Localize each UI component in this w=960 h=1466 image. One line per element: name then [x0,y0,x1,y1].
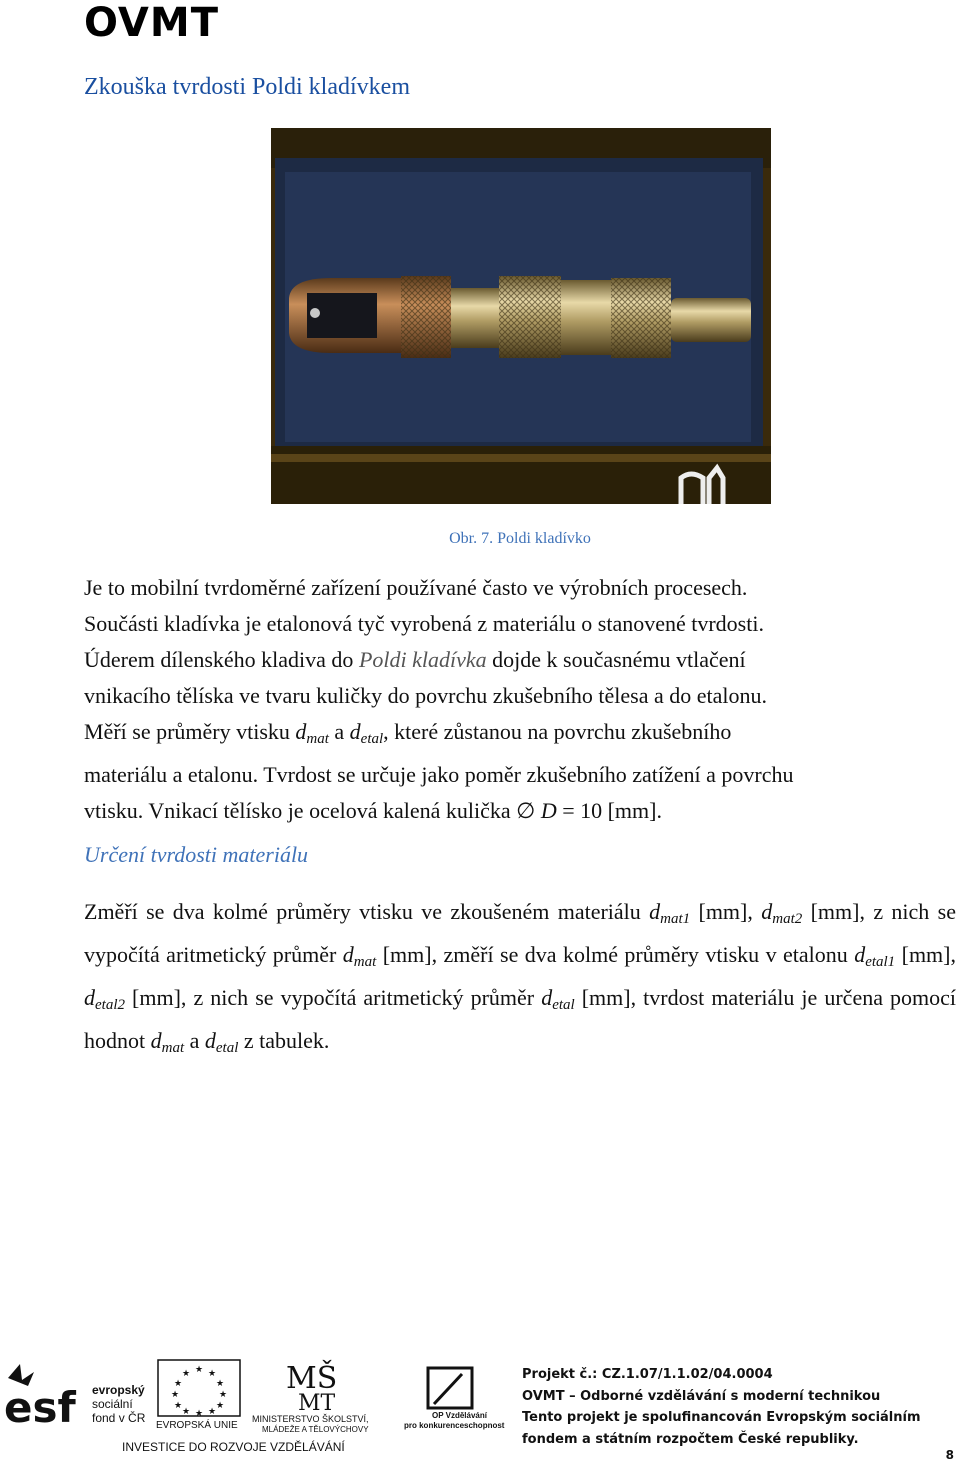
paragraph-intro [84,570,956,829]
svg-text:★: ★ [171,1390,180,1400]
svg-text:★: ★ [182,1407,191,1417]
svg-text:★: ★ [174,1379,183,1389]
text-line: Měří se průměry vtisku $d_{mat}$ a $d_{etal}$, které zůstanou na povrchu zkušebního [84,719,732,747]
svg-text:★: ★ [216,1379,225,1389]
svg-text:★: ★ [219,1390,228,1400]
svg-text:pro konkurenceschopnost: pro konkurenceschopnost [404,1421,505,1430]
project-line: fondem a státním rozpočtem České republiky. [522,1431,859,1447]
svg-text:OP Vzdělávání: OP Vzdělávání [432,1411,487,1420]
subheading: Určení tvrdosti materiálu [84,842,309,867]
text-line: materiálu a etalonu. Tvrdost se určuje jako poměr zkušebního zatížení a povrchu [84,762,794,787]
svg-text:fond v ČR: fond v ČR [92,1411,146,1425]
text-line: Součásti kladívka je etalonová tyč vyrobená z materiálu o stanovené tvrdosti. [84,611,764,636]
svg-text:★: ★ [195,1365,204,1375]
footer-logos [0,1350,520,1460]
eu-logo [156,1360,240,1431]
text-line: Je to mobilní tvrdoměrné zařízení používané často ve výrobních procesech. [84,575,748,600]
text-line: vtisku. Vnikací tělísko je ocelová kalená kulička ∅ D = 10 [mm]. [84,798,662,823]
svg-text:★: ★ [174,1401,183,1411]
svg-text:MLÁDEŽE A TĚLOVÝCHOVY: MLÁDEŽE A TĚLOVÝCHOVY [262,1425,369,1434]
svg-text:★: ★ [216,1401,225,1411]
svg-text:INVESTICE DO ROZVOJE VZDĚLÁVÁN: INVESTICE DO ROZVOJE VZDĚLÁVÁNÍ [122,1440,345,1454]
svg-text:MINISTERSTVO ŠKOLSTVÍ,: MINISTERSTVO ŠKOLSTVÍ, [252,1414,369,1424]
paragraph-determination: Změří se dva kolmé průměry vtisku ve zkoušeném materiálu $d_{mat1}$ [mm], $d_{mat2}$ [mm], z nich se vypočítá aritmetický průměr $d_{mat}$ [mm], změří se dva kolmé průměry vtisku v etalonu $d_{etal1}$ [mm], $d_{etal2}$ [mm], z nich se vypočítá aritmetický průměr $d_{etal}$ [mm], tvrdost materiálu je určena pomocí hodnot $d_{mat}$ a $d_{etal}$ z tabulek. [84,899,957,1056]
page-number: 8 [945,1448,954,1462]
svg-text:evropský: evropský [92,1383,145,1397]
project-line: OVMT – Odborné vzdělávání s moderní technikou [522,1388,881,1404]
footer-project-info [522,1364,921,1450]
msmt-logo [252,1360,369,1434]
header-logo: OVMT [84,0,219,46]
project-line: Projekt č.: CZ.1.07/1.1.02/04.0004 [522,1367,773,1382]
svg-text:sociální: sociální [92,1397,133,1411]
svg-text:★: ★ [182,1369,191,1379]
svg-text:MŠ: MŠ [286,1361,338,1396]
op-logo [404,1368,505,1430]
section-title: Zkouška tvrdosti Poldi kladívkem [84,74,410,100]
figure-caption: Obr. 7. Poldi kladívko [449,530,591,547]
project-line: Tento projekt je spolufinancován Evropským sociálním [522,1410,921,1425]
text-line: vnikacího tělíska ve tvaru kuličky do povrchu zkušebního tělesa a do etalonu. [84,683,768,708]
esf-logo [4,1364,146,1432]
svg-text:★: ★ [208,1407,217,1417]
svg-text:esf: esf [4,1383,76,1432]
svg-text:★: ★ [208,1369,217,1379]
text-line: Úderem dílenského kladiva do Poldi kladívka dojde k současnému vtlačení [84,647,746,672]
poldi-hammer-photo [271,128,771,504]
svg-text:MT: MT [298,1391,336,1416]
svg-text:EVROPSKÁ UNIE: EVROPSKÁ UNIE [156,1420,238,1431]
svg-text:★: ★ [195,1409,204,1419]
